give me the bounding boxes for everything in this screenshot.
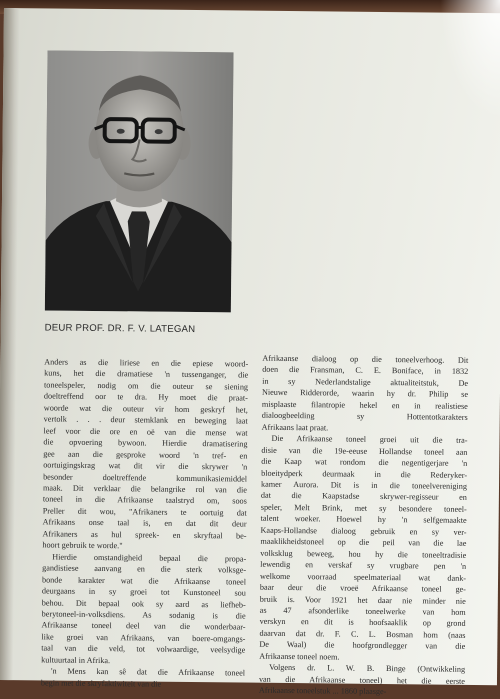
text-line: deurgaans in sy groei tot Kunstoneel sou bbox=[42, 585, 246, 599]
text-line: Afrikaans laat praat. bbox=[262, 421, 468, 435]
text-line: baar deur die vroeë Afrikaanse toneel ge- bbox=[260, 582, 466, 596]
text-line: leef voor die ore en oë van die mense wat bbox=[44, 425, 248, 439]
text-line: begin met die skryfaktiwiteit van die bbox=[41, 677, 245, 691]
text-line: van die Afrikaanse toneel) het die eerste bbox=[259, 673, 465, 687]
text-line: daarvan dat dr. F. C. L. Bosman hom (naas bbox=[259, 628, 465, 642]
text-line: like groei van Afrikaans, van boere-omgangs- bbox=[41, 631, 245, 645]
text-line: Afrikaanse toneel noem. bbox=[259, 650, 465, 664]
text-line: Die Afrikaanse toneel groei uit die tra- bbox=[261, 433, 467, 447]
text-line: behou. Dit bepaal ook sy aard as liefheb- bbox=[42, 597, 246, 611]
text-line: doeltreffend oor te dra. Hy moet die praat- bbox=[44, 391, 248, 405]
text-line: besonder doeltreffende kommunikasiemiddel bbox=[43, 471, 247, 485]
text-line: 'n Mens kan sê dat die Afrikaanse toneel bbox=[41, 666, 245, 680]
paragraph bbox=[259, 433, 467, 664]
text-line: as 47 afsonderlike toneelwerke van hom bbox=[260, 605, 466, 619]
text-line: speler, Melt Brink, met sy besondere toneel- bbox=[261, 502, 467, 516]
text-line: hoort gebruik te worde." bbox=[42, 540, 246, 554]
paragraph bbox=[259, 662, 465, 699]
text-line: Afrikaanse toneel deel van die wonderbaar- bbox=[41, 620, 245, 634]
text-line: oortuigingskrag wat dit vir die skrywer 'n bbox=[43, 460, 247, 474]
text-line: bloeitydperk deurmaak in die Rederyker- bbox=[261, 467, 467, 481]
paragraph bbox=[41, 666, 245, 691]
text-line: Afrikaans onse taal is, en dat dit deur bbox=[43, 517, 247, 531]
text-line: Kaaps-Hollandse dialoog gebruik en sy ver- bbox=[260, 525, 466, 539]
text-line: Afrikaners as hul spreek- en skryftaal be- bbox=[42, 528, 246, 542]
paragraph bbox=[42, 356, 248, 553]
text-line: Afrikaanse dialoog op die toneelverhoog. Dit bbox=[262, 353, 468, 367]
author-byline: DEUR PROF. DR. F. V. LATEGAN bbox=[45, 322, 196, 335]
text-line: gee aan die gesproke woord 'n tref- en bbox=[43, 448, 247, 462]
text-line: doen die Fransman, C. E. Boniface, in 1832 bbox=[262, 364, 468, 378]
light-glare bbox=[440, 0, 500, 120]
text-line: maak. Dit verklaar die belangrike rol van die bbox=[43, 482, 247, 496]
text-column-right bbox=[259, 353, 469, 699]
portrait-photo bbox=[45, 50, 234, 312]
text-line: woorde wat die outeur vir hom geskryf het, bbox=[44, 402, 248, 416]
text-column-left bbox=[41, 356, 248, 690]
text-line: bruik is. Voor 1921 het daar nie minder nie bbox=[260, 593, 466, 607]
text-line: kultuurtaal in Afrika. bbox=[41, 654, 245, 668]
text-line: kuns, het die dramatiese 'n tussenganger, die bbox=[44, 368, 248, 382]
paragraph bbox=[41, 551, 246, 668]
paragraph bbox=[262, 353, 469, 435]
text-line: Volgens dr. L. W. B. Binge (Ontwikkeling bbox=[259, 662, 465, 676]
text-line: Nieuwe Ridderorde, waarin hy dr. Philip se bbox=[262, 387, 468, 401]
text-line: toneelspeler, nodig om die outeur se siening bbox=[44, 379, 248, 393]
book-page bbox=[0, 8, 500, 685]
text-line: toneel in die Afrikaanse taalstryd om, soos bbox=[43, 494, 247, 508]
text-line: vertolk . . . deur stemklank en beweging laat bbox=[44, 414, 248, 428]
page-gutter bbox=[0, 8, 20, 680]
text-line: die Kaap wat rondom die negentigerjare 'n bbox=[261, 456, 467, 470]
text-line: Preller dit wou, "Afrikaners te oortuig dat bbox=[43, 505, 247, 519]
text-line: kamer Aurora. Dit is in die toneelvereniging bbox=[261, 479, 467, 493]
text-line: talent woeker. Hoewel hy 'n selfgemaakte bbox=[261, 513, 467, 527]
text-line: welkome voorraad speelmateriaal wat dank- bbox=[260, 570, 466, 584]
text-line: dat die Kaapstadse skrywer-regisseur en bbox=[261, 490, 467, 504]
text-line: lewendig en verskaf sy vrugbare pen 'n bbox=[260, 559, 466, 573]
text-line: die opvoering bywoon. Hierdie dramatisering bbox=[43, 437, 247, 451]
text-line: verskyn en dit is hoofsaaklik op grond bbox=[260, 616, 466, 630]
text-line: berytoneel-in-volksdiens. As sodanig is die bbox=[42, 608, 246, 622]
text-line: Hierdie omstandigheid bepaal die propa- bbox=[42, 551, 246, 565]
text-line: De Waal) die hoofgrondlegger van die bbox=[259, 639, 465, 653]
text-line: volksklug beweeg, hou hy die toneeltradisie bbox=[260, 547, 466, 561]
text-line: gandistiese aanvang en die sterk volksge- bbox=[42, 563, 246, 577]
text-line: bonde karakter wat die Afrikaanse toneel bbox=[42, 574, 246, 588]
text-line: Anders as die liriese en die epiese woord- bbox=[44, 356, 248, 370]
text-line: dialoogbeelding sy Hottentotkarakters bbox=[262, 410, 468, 424]
text-line: maaklikheidstoneel op die peil van die lae bbox=[260, 536, 466, 550]
text-line: taal van die veld, tot volwaardige, veelsydige bbox=[41, 643, 245, 657]
text-line: misplaaste filantropie hekel en in realistiese bbox=[262, 399, 468, 413]
author-portrait bbox=[45, 50, 234, 312]
text-line: disie van die 19e-eeuse Hollandse toneel aan bbox=[261, 444, 467, 458]
text-line: in sy Nederlandstalige aktualiteitstuk, De bbox=[262, 376, 468, 390]
text-line: Afrikaanse toneelstuk ... 1860 plaasge- bbox=[259, 685, 465, 699]
